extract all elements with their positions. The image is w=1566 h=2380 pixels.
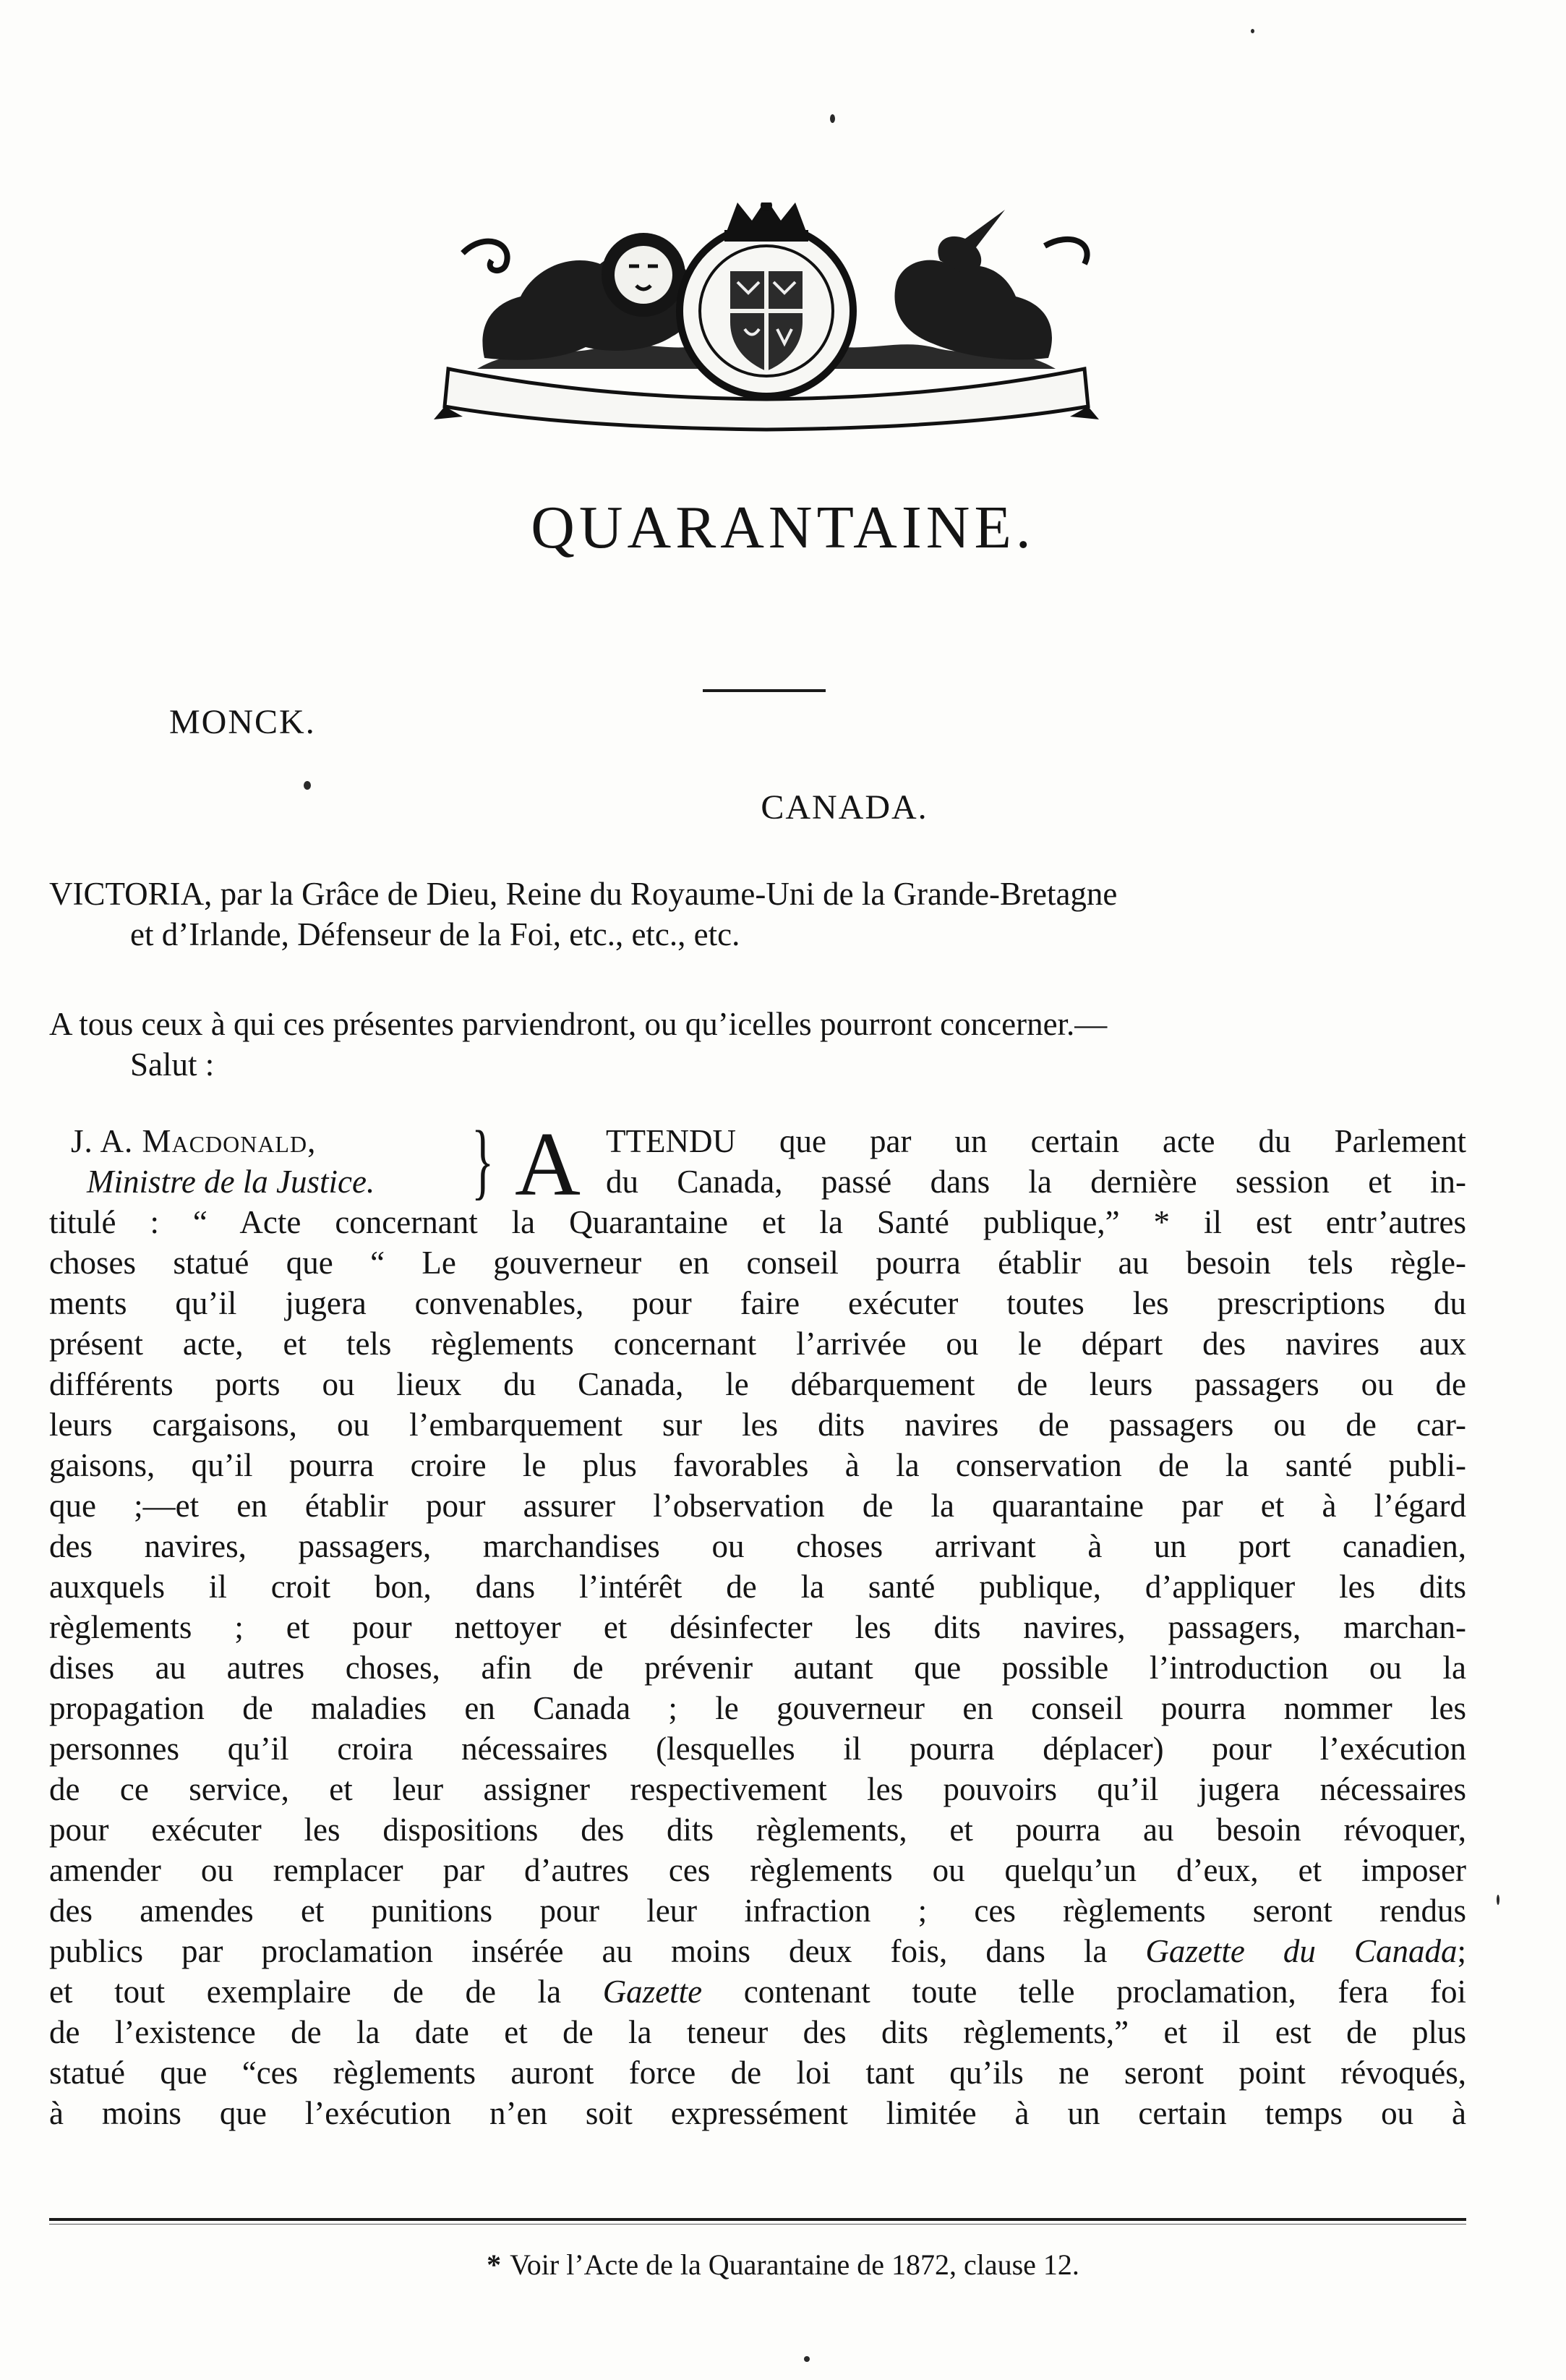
salutation-line: A tous ceux à qui ces présentes parviendront, ou qu’icelles pourront concerner.— xyxy=(49,1006,1108,1042)
body-line: présent acte, et tels règlements concernant l’arrivée ou le départ des navires aux xyxy=(49,1326,1466,1362)
footnote-divider xyxy=(49,2218,1466,2221)
body-line: ments qu’il jugera convenables, pour faire exécuter toutes les prescriptions du xyxy=(49,1285,1466,1321)
salutation-line: Salut : xyxy=(130,1046,215,1083)
salutation xyxy=(49,1004,1466,1085)
body-text-run: publics par proclamation insérée au moins deux fois, dans la xyxy=(49,1933,1146,1969)
body-line: auxquels il croit bon, dans l’intérêt de la santé publique, d’appliquer les dits xyxy=(49,1569,1466,1605)
royal-style-line: et d’Irlande, Défenseur de la Foi, etc., etc., etc. xyxy=(130,916,740,952)
body-line: amender ou remplacer par d’autres ces règlements ou quelqu’un d’eux, et imposer xyxy=(49,1852,1466,1888)
body-line: de l’existence de la date et de la teneur des dits règlements,” et il est de plus xyxy=(49,2014,1466,2050)
body-line: règlements ; et pour nettoyer et désinfecter les dits navires, passagers, marchan- xyxy=(49,1609,1466,1645)
footnote xyxy=(0,2248,1566,2281)
footnote-divider-thin xyxy=(49,2224,1466,2225)
scan-speck xyxy=(1497,1895,1499,1905)
body-line: choses statué que “ Le gouverneur en conseil pourra établir au besoin tels règle- xyxy=(49,1245,1466,1281)
body-line: différents ports ou lieux du Canada, le débarquement de leurs passagers ou de xyxy=(49,1366,1466,1402)
body-line: propagation de maladies en Canada ; le gouverneur en conseil pourra nommer les xyxy=(49,1690,1466,1726)
minister-office: Ministre de la Justice. xyxy=(87,1164,375,1200)
proclamation-body xyxy=(49,1114,1466,2133)
body-line: des navires, passagers, marchandises ou choses arrivant à un port canadien, xyxy=(49,1528,1466,1564)
minister-name: J. A. Macdonald, xyxy=(71,1123,317,1159)
brace-glyph: } xyxy=(471,1113,495,1208)
body-line: titulé : “ Acte concernant la Quarantaine et la Santé publique,” * il est entr’autres xyxy=(49,1204,1466,1240)
drop-capital: A xyxy=(515,1114,581,1215)
body-line: à moins que l’exécution n’en soit expressément limitée à un certain temps ou à xyxy=(49,2095,1466,2131)
body-line: gaisons, qu’il pourra croire le plus favorables à la conservation de la santé publi- xyxy=(49,1447,1466,1483)
body-text-run: et tout exemplaire de de la xyxy=(49,1974,603,2010)
title-divider xyxy=(703,689,826,692)
body-line xyxy=(49,1971,1466,2012)
gazette-title: Gazette du Canada xyxy=(1145,1933,1458,1969)
body-line: statué que “ces règlements auront force de loi tant qu’ils ne seront point révoqués, xyxy=(49,2055,1466,2091)
body-line: de ce service, et leur assigner respectivement les pouvoirs qu’il jugera nécessaires xyxy=(49,1771,1466,1807)
body-line: du Canada, passé dans la dernière session et in- xyxy=(606,1164,1466,1200)
footnote-text: Voir l’Acte de la Quarantaine de 1872, clause 12. xyxy=(510,2248,1079,2281)
scan-speck xyxy=(830,114,835,123)
body-line: leurs cargaisons, ou l’embarquement sur les dits navires de passagers ou de car- xyxy=(49,1407,1466,1443)
body-text-run: ; xyxy=(1457,1933,1466,1969)
royal-style xyxy=(49,874,1466,955)
body-line: TTENDU que par un certain acte du Parlement xyxy=(606,1123,1466,1159)
document-title: QUARANTAINE. xyxy=(531,494,1035,561)
body-line: personnes qu’il croira nécessaires (lesquelles il pourra déplacer) pour l’exécution xyxy=(49,1731,1466,1767)
body-line: dises au autres choses, afin de prévenir autant que possible l’introduction ou la xyxy=(49,1650,1466,1686)
body-line xyxy=(49,1931,1466,1971)
royal-coat-of-arms-emblem xyxy=(434,202,1099,434)
governor-signature: MONCK. xyxy=(169,703,316,741)
country-heading: CANADA. xyxy=(761,788,928,827)
body-line: que ;—et en établir pour assurer l’observation de la quarantaine par et à l’égard xyxy=(49,1488,1466,1524)
body-line: des amendes et punitions pour leur infraction ; ces règlements seront rendus xyxy=(49,1893,1466,1929)
royal-style-line: VICTORIA, par la Grâce de Dieu, Reine du Royaume-Uni de la Grande-Bretagne xyxy=(49,876,1118,912)
scan-speck xyxy=(804,2356,810,2362)
footnote-marker: * xyxy=(487,2248,502,2281)
gazette-title: Gazette xyxy=(602,1974,703,2010)
body-line: pour exécuter les dispositions des dits règlements, et pourra au besoin révoquer, xyxy=(49,1812,1466,1848)
body-text-run: contenant toute telle proclamation, fera foi xyxy=(702,1974,1466,2010)
scan-speck xyxy=(304,781,311,790)
scan-speck xyxy=(1251,29,1254,33)
